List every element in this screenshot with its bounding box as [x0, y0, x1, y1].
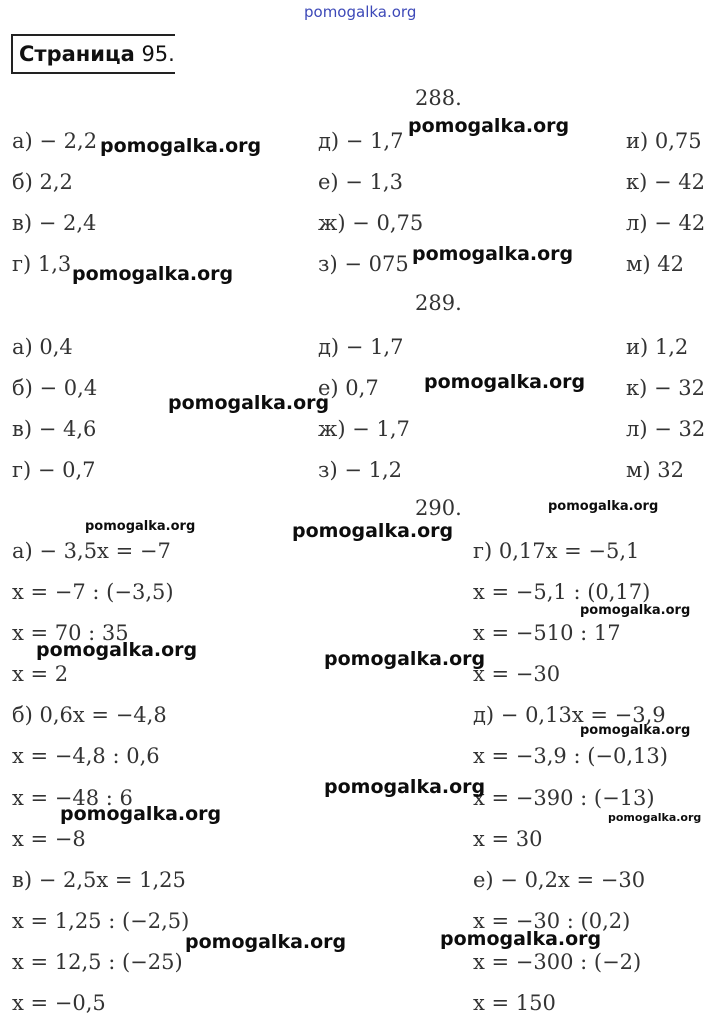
solution-290-e-line4: x = 150 [473, 991, 556, 1015]
solution-290-b-line1: б) 0,6x = −4,8 [12, 703, 167, 727]
answer-289-z: з) − 1,2 [318, 458, 402, 482]
page-label: Страница [19, 42, 135, 66]
answer-288-a: а) − 2,2 [12, 129, 98, 153]
solution-290-e-line2: x = −30 : (0,2) [473, 909, 631, 933]
answer-288-k: к) − 42 [626, 170, 705, 194]
solution-290-b-line4: x = −8 [12, 827, 86, 851]
watermark: pomogalka.org [292, 520, 454, 542]
site-watermark-top: pomogalka.org [304, 3, 417, 21]
page-number: 95. [141, 42, 175, 66]
solution-290-v-line4: x = −0,5 [12, 991, 106, 1015]
watermark: pomogalka.org [324, 776, 486, 798]
answer-288-d: д) − 1,7 [318, 129, 404, 153]
answer-289-l: л) − 32 [626, 417, 706, 441]
watermark: pomogalka.org [100, 135, 262, 157]
solution-290-g-line1: г) 0,17x = −5,1 [473, 539, 640, 563]
answer-288-m: м) 42 [626, 252, 684, 276]
answer-289-zh: ж) − 1,7 [318, 417, 410, 441]
watermark: pomogalka.org [185, 931, 347, 953]
watermark: pomogalka.org [324, 648, 486, 670]
answer-289-g: г) − 0,7 [12, 458, 96, 482]
answer-288-i: и) 0,75 [626, 129, 702, 153]
watermark: pomogalka.org [412, 243, 574, 265]
solution-290-v-line1: в) − 2,5x = 1,25 [12, 868, 186, 892]
watermark: pomogalka.org [60, 803, 222, 825]
solution-290-a-line3: x = 70 : 35 [12, 621, 129, 645]
solution-290-g-line2: x = −5,1 : (0,17) [473, 580, 651, 604]
problem-number-288: 288. [415, 86, 462, 110]
solution-290-v-line3: x = 12,5 : (−25) [12, 950, 183, 974]
solution-290-g-line3: x = −510 : 17 [473, 621, 621, 645]
answer-288-z: з) − 075 [318, 252, 409, 276]
watermark: pomogalka.org [85, 519, 196, 534]
solution-290-a-line4: x = 2 [12, 662, 69, 686]
watermark: pomogalka.org [168, 392, 330, 414]
watermark: pomogalka.org [548, 499, 659, 514]
problem-number-289: 289. [415, 291, 462, 315]
answer-289-b: б) − 0,4 [12, 376, 98, 400]
solution-290-v-line2: x = 1,25 : (−2,5) [12, 909, 190, 933]
answer-289-i: и) 1,2 [626, 335, 689, 359]
answer-289-m: м) 32 [626, 458, 684, 482]
answer-289-e: е) 0,7 [318, 376, 379, 400]
answer-288-v: в) − 2,4 [12, 211, 97, 235]
answer-289-d: д) − 1,7 [318, 335, 404, 359]
solution-290-d-line3: x = −390 : (−13) [473, 786, 655, 810]
answer-288-e: е) − 1,3 [318, 170, 403, 194]
watermark: pomogalka.org [36, 639, 198, 661]
answer-288-g: г) 1,3 [12, 252, 72, 276]
solution-290-a-line2: x = −7 : (−3,5) [12, 580, 174, 604]
problem-number-290: 290. [415, 496, 462, 520]
watermark: pomogalka.org [580, 603, 691, 618]
answer-289-a: а) 0,4 [12, 335, 73, 359]
watermark: pomogalka.org [72, 263, 234, 285]
watermark: pomogalka.org [424, 371, 586, 393]
watermark: pomogalka.org [608, 811, 702, 824]
page-label-box [11, 34, 175, 74]
watermark: pomogalka.org [580, 723, 691, 738]
answer-288-b: б) 2,2 [12, 170, 73, 194]
solution-290-a-line1: а) − 3,5x = −7 [12, 539, 171, 563]
solution-290-e-line1: е) − 0,2x = −30 [473, 868, 646, 892]
solution-290-e-line3: x = −300 : (−2) [473, 950, 642, 974]
solution-290-d-line4: x = 30 [473, 827, 543, 851]
solution-290-g-line4: x = −30 [473, 662, 561, 686]
watermark: pomogalka.org [408, 115, 570, 137]
answer-289-k: к) − 32 [626, 376, 705, 400]
watermark: pomogalka.org [440, 928, 602, 950]
answer-288-zh: ж) − 0,75 [318, 211, 424, 235]
solution-290-d-line1: д) − 0,13x = −3,9 [473, 703, 666, 727]
solution-290-b-line2: x = −4,8 : 0,6 [12, 744, 160, 768]
solution-290-b-line3: x = −48 : 6 [12, 786, 133, 810]
answer-289-v: в) − 4,6 [12, 417, 97, 441]
answer-288-l: л) − 42 [626, 211, 706, 235]
solution-290-d-line2: x = −3,9 : (−0,13) [473, 744, 668, 768]
